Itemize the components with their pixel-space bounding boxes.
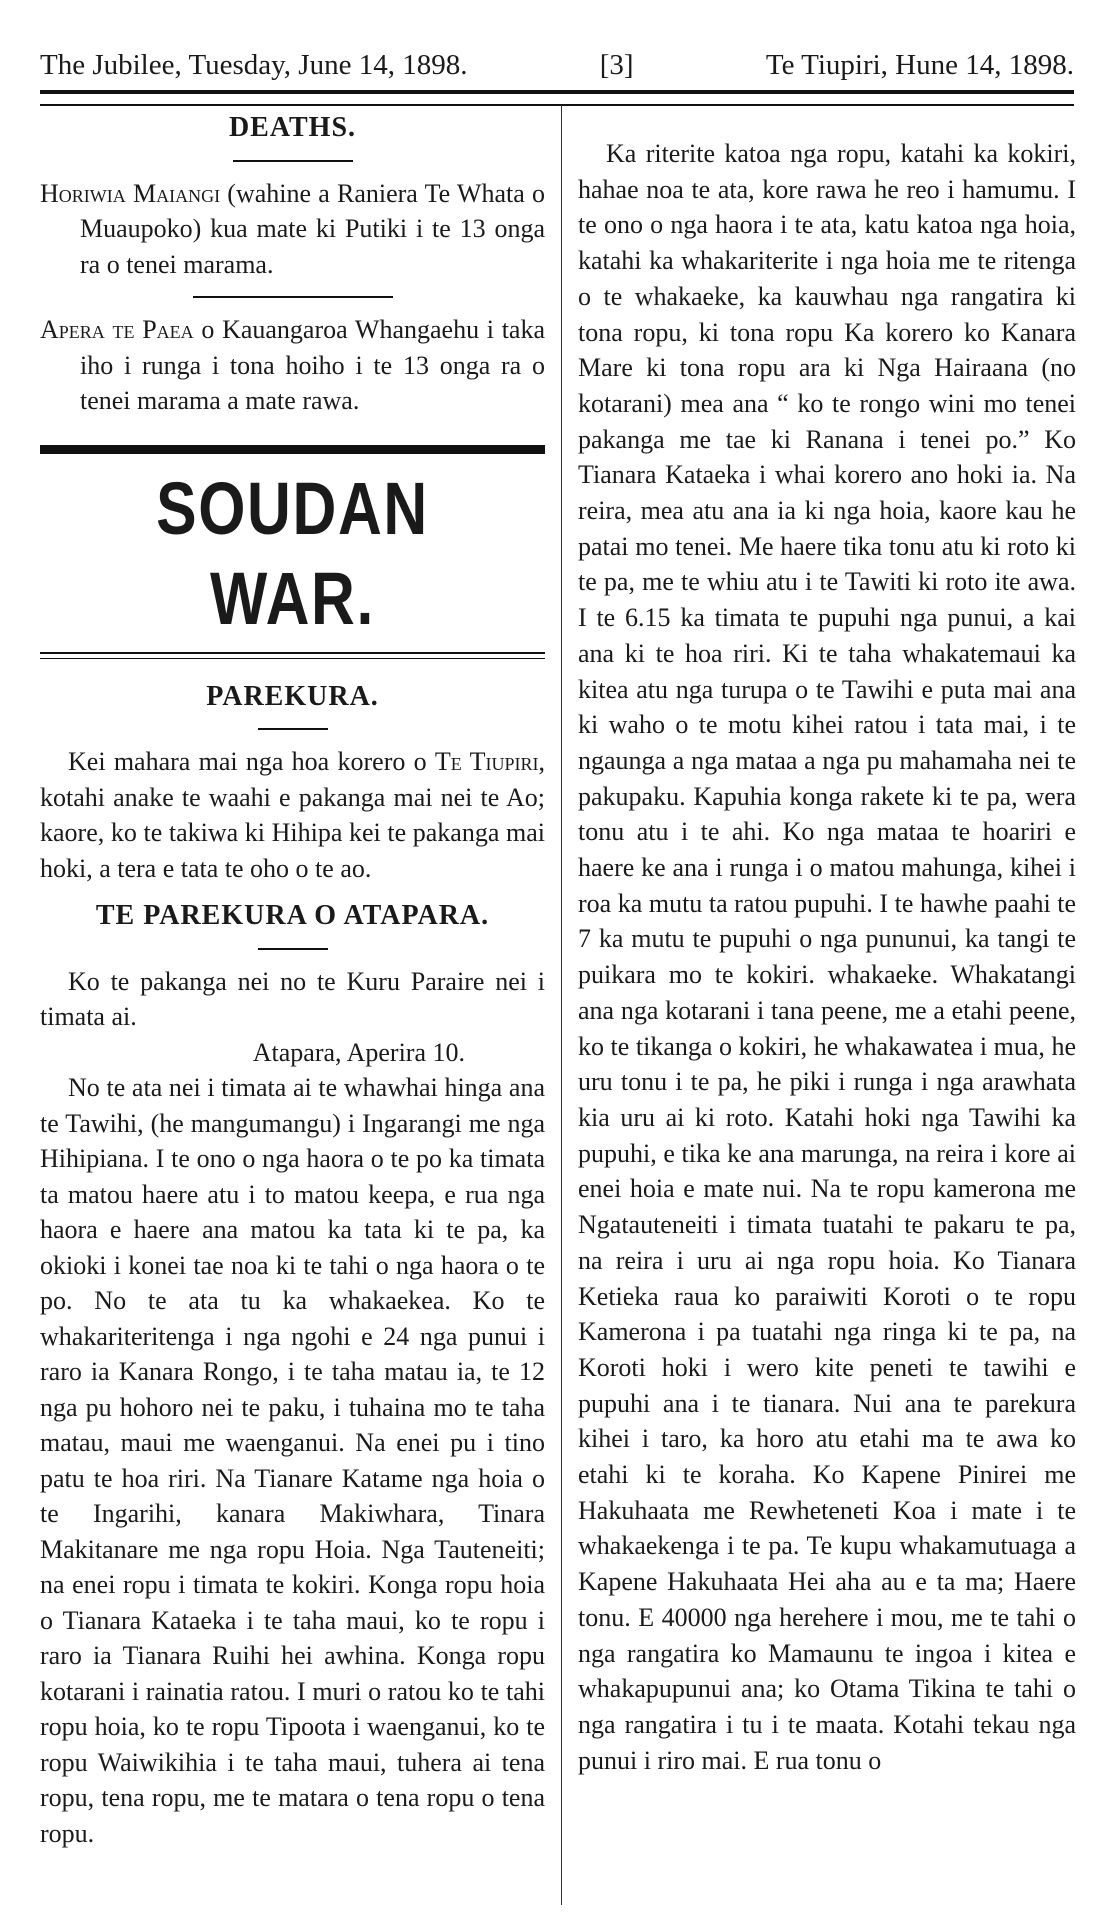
- death-notice-1: [40, 176, 545, 283]
- soudan-war-banner: SOUDAN WAR.: [156, 466, 429, 640]
- parekura-subheading: PAREKURA.: [206, 680, 379, 712]
- left-column: [40, 110, 545, 1851]
- header-rule: [40, 90, 1074, 106]
- notice-text: (wahine a Raniera Te Whata o Muaupoko) kua mate ki Putiki i te 13 onga ra o tenei marama.: [80, 178, 545, 279]
- death-notice-2: [40, 312, 545, 419]
- notice-text: o Kauangaroa Whangaehu i taka iho i runga i tona hoiho i te 13 onga ra o tenei marama a mate rawa.: [80, 315, 546, 415]
- right-column: [578, 136, 1076, 1778]
- article-paragraph-1: Ko te pakanga nei no te Kuru Paraire nei i timata ai.: [40, 966, 545, 1031]
- dateline: Atapara, Aperira 10.: [252, 1037, 465, 1067]
- intro-paper-name: Te Tiupiri: [434, 747, 539, 776]
- notice-name: Apera te Paea: [40, 315, 194, 344]
- short-rule: [258, 948, 328, 950]
- short-rule: [258, 728, 328, 730]
- short-rule: [193, 296, 393, 298]
- notice-name: Horiwia Maiangi: [40, 178, 221, 208]
- section-double-rule: [40, 652, 545, 659]
- atapara-subheading: TE PAREKURA O ATAPARA.: [95, 900, 490, 931]
- header-english-date: The Jubilee, Tuesday, June 14, 1898.: [40, 49, 468, 81]
- intro-text-a: Kei mahara mai nga hoa korero o: [68, 747, 435, 776]
- page-header: [40, 42, 1074, 82]
- article-paragraph-2: No te ata nei i timata ai te whawhai hinga ana te Tawihi, (he mangumangu) i Ingarangi me nga Hihipiana. I te ono o nga haora o te po ka timata ta matou haere atu i to matou keepa, e rua nga haora e haere ana matou ka tata ki te pa, ka okioki i konei tae noa ki te tahi o nga haora o te po. No te ata tu ka whakaekea. Ko te whakariteritenga i nga ngohi e 24 nga punui i raro ia Kanara Rongo, i te taha matau ia, te 12 nga pu hohoro nei te paku, i tuhaina mo te taha matau, maui me waenganui. Na enei pu i tino patu te hoa riri. Na Tianare Katame nga hoia o te Ingarihi, kanara Makiwhara, Tinara Makitanare me nga ropu Hoia. Nga Tauteneiti; na enei ropu i timata te kokiri. Konga ropu hoia o Tianara Kataeka i te taha maui, ko te ropu i raro ia Tianara Ruihi hei awhina. Konga ropu kotarani i rainatia ratou. I muri o ratou ko te tahi ropu hoia, ko te ropu Tipoota i waenganui, ko te ropu Waiwikihia i te taha maui, tuhera ai tena ropu, tena ropu, me te matara o tena ropu o tena ropu.: [40, 1073, 545, 1848]
- intro-paragraph: [40, 744, 545, 886]
- short-rule: [233, 160, 353, 162]
- header-maori-date: Te Tiupiri, Hune 14, 1898.: [765, 49, 1074, 81]
- deaths-heading: DEATHS.: [228, 112, 357, 143]
- section-thick-rule: [40, 445, 545, 454]
- page-number: [3]: [599, 49, 634, 81]
- column-divider: [561, 105, 562, 1905]
- article-continuation: Ka riterite katoa nga ropu, katahi ka kokiri, hahae noa te ata, kore rawa he reo i hamumu. I te ono o nga haora i te ata, katu katoa nga hoia, katahi ka whakariterite i nga hoia me te ritenga o te whakaeke, ka kauwhau nga rangatira ki tona ropu, ki tona ropu Ka korero ko Kanara Mare ki tona ropu ara ki Nga Hairaana (no kotarani) mea ana “ ko te rongo wini mo tenei pakanga me tae ki Ranana i tenei po.” Ko Tianara Kataeka i whai korero ano hoki ia. Na reira, mea atu ana ia ki nga hoia, kaore kau he patai mo tenei. Me haere tika tonu atu ki roto ki te pa, me te whiu atu i te Tawiti ki roto ite awa. I te 6.15 ka timata te pupuhi nga punui, a kai ana ki te hoa riri. Ki te taha whakatemaui ka kitea atu nga turupa o te Tawihi e puta mai ana ki waho o te motu kihei ratou i tata mai, i te ngaunga a nga mataa a nga pu mahamaha nei te pakupaku. Kapuhia konga rakete ki te pa, wera tonu atu i te ahi. Ko nga mataa te hoariri e haere ke ana i runga i o matou mahunga, kihei i roa ka mutu ta ratou pupuhi. I te hawhe paahi te 7 ka mutu te pupuhi o nga pununui, ka tangi te puikara mo te kokiri. whakaeke. Whakatangi ana nga kotarani i tana peene, me a etahi peene, ko te tikanga o kokiri, he whakawatea i mua, he uru tonu i te pa, he piki i runga i nga arawhata kia uru ai ki roto. Katahi hoki nga Tawihi ka pupuhi, e tika ke ana marunga, na reira i kore ai enei hoia e mate nui. Na te ropu kamerona me Ngatauteneiti i timata tuatahi te pakaru te pa, na reira i uru ai nga ropu hoia. Ko Tianara Ketieka raua ko paraiwiti Koroti o te ropu Kamerona i pa tuatahi nga ringa ki te pa, na Koroti hoki i wero kite peneti te tawihi e pupuhi ana i te tianara. Nui ana te parekura kihei i taro, ka horo atu etahi ma te awa ko etahi ki te koraha. Ko Kapene Pinirei me Hakuhaata me Rewheteneti Koa i mate i te whakaekenga i te pa. Te kupu whakamutuaga a Kapene Hakuhaata Hei aha au e ta ma; Haere tonu. E 40000 nga herehere i mou, me te tahi o nga rangatira ko Mamaunu te ingoa i kitea e whakapupunui ana; ko Otama Tikina te tahi o nga rangatira i tu i te maata. Kotahi tekau nga punui i riro mai. E rua tonu o: [578, 139, 1076, 1775]
- intro-text-b: , kotahi anake te waahi e pakanga mai nei te Ao; kaore, ko te takiwa ki Hihipa kei te pakanga mai hoki, a tera e tata te oho o te ao.: [40, 747, 545, 883]
